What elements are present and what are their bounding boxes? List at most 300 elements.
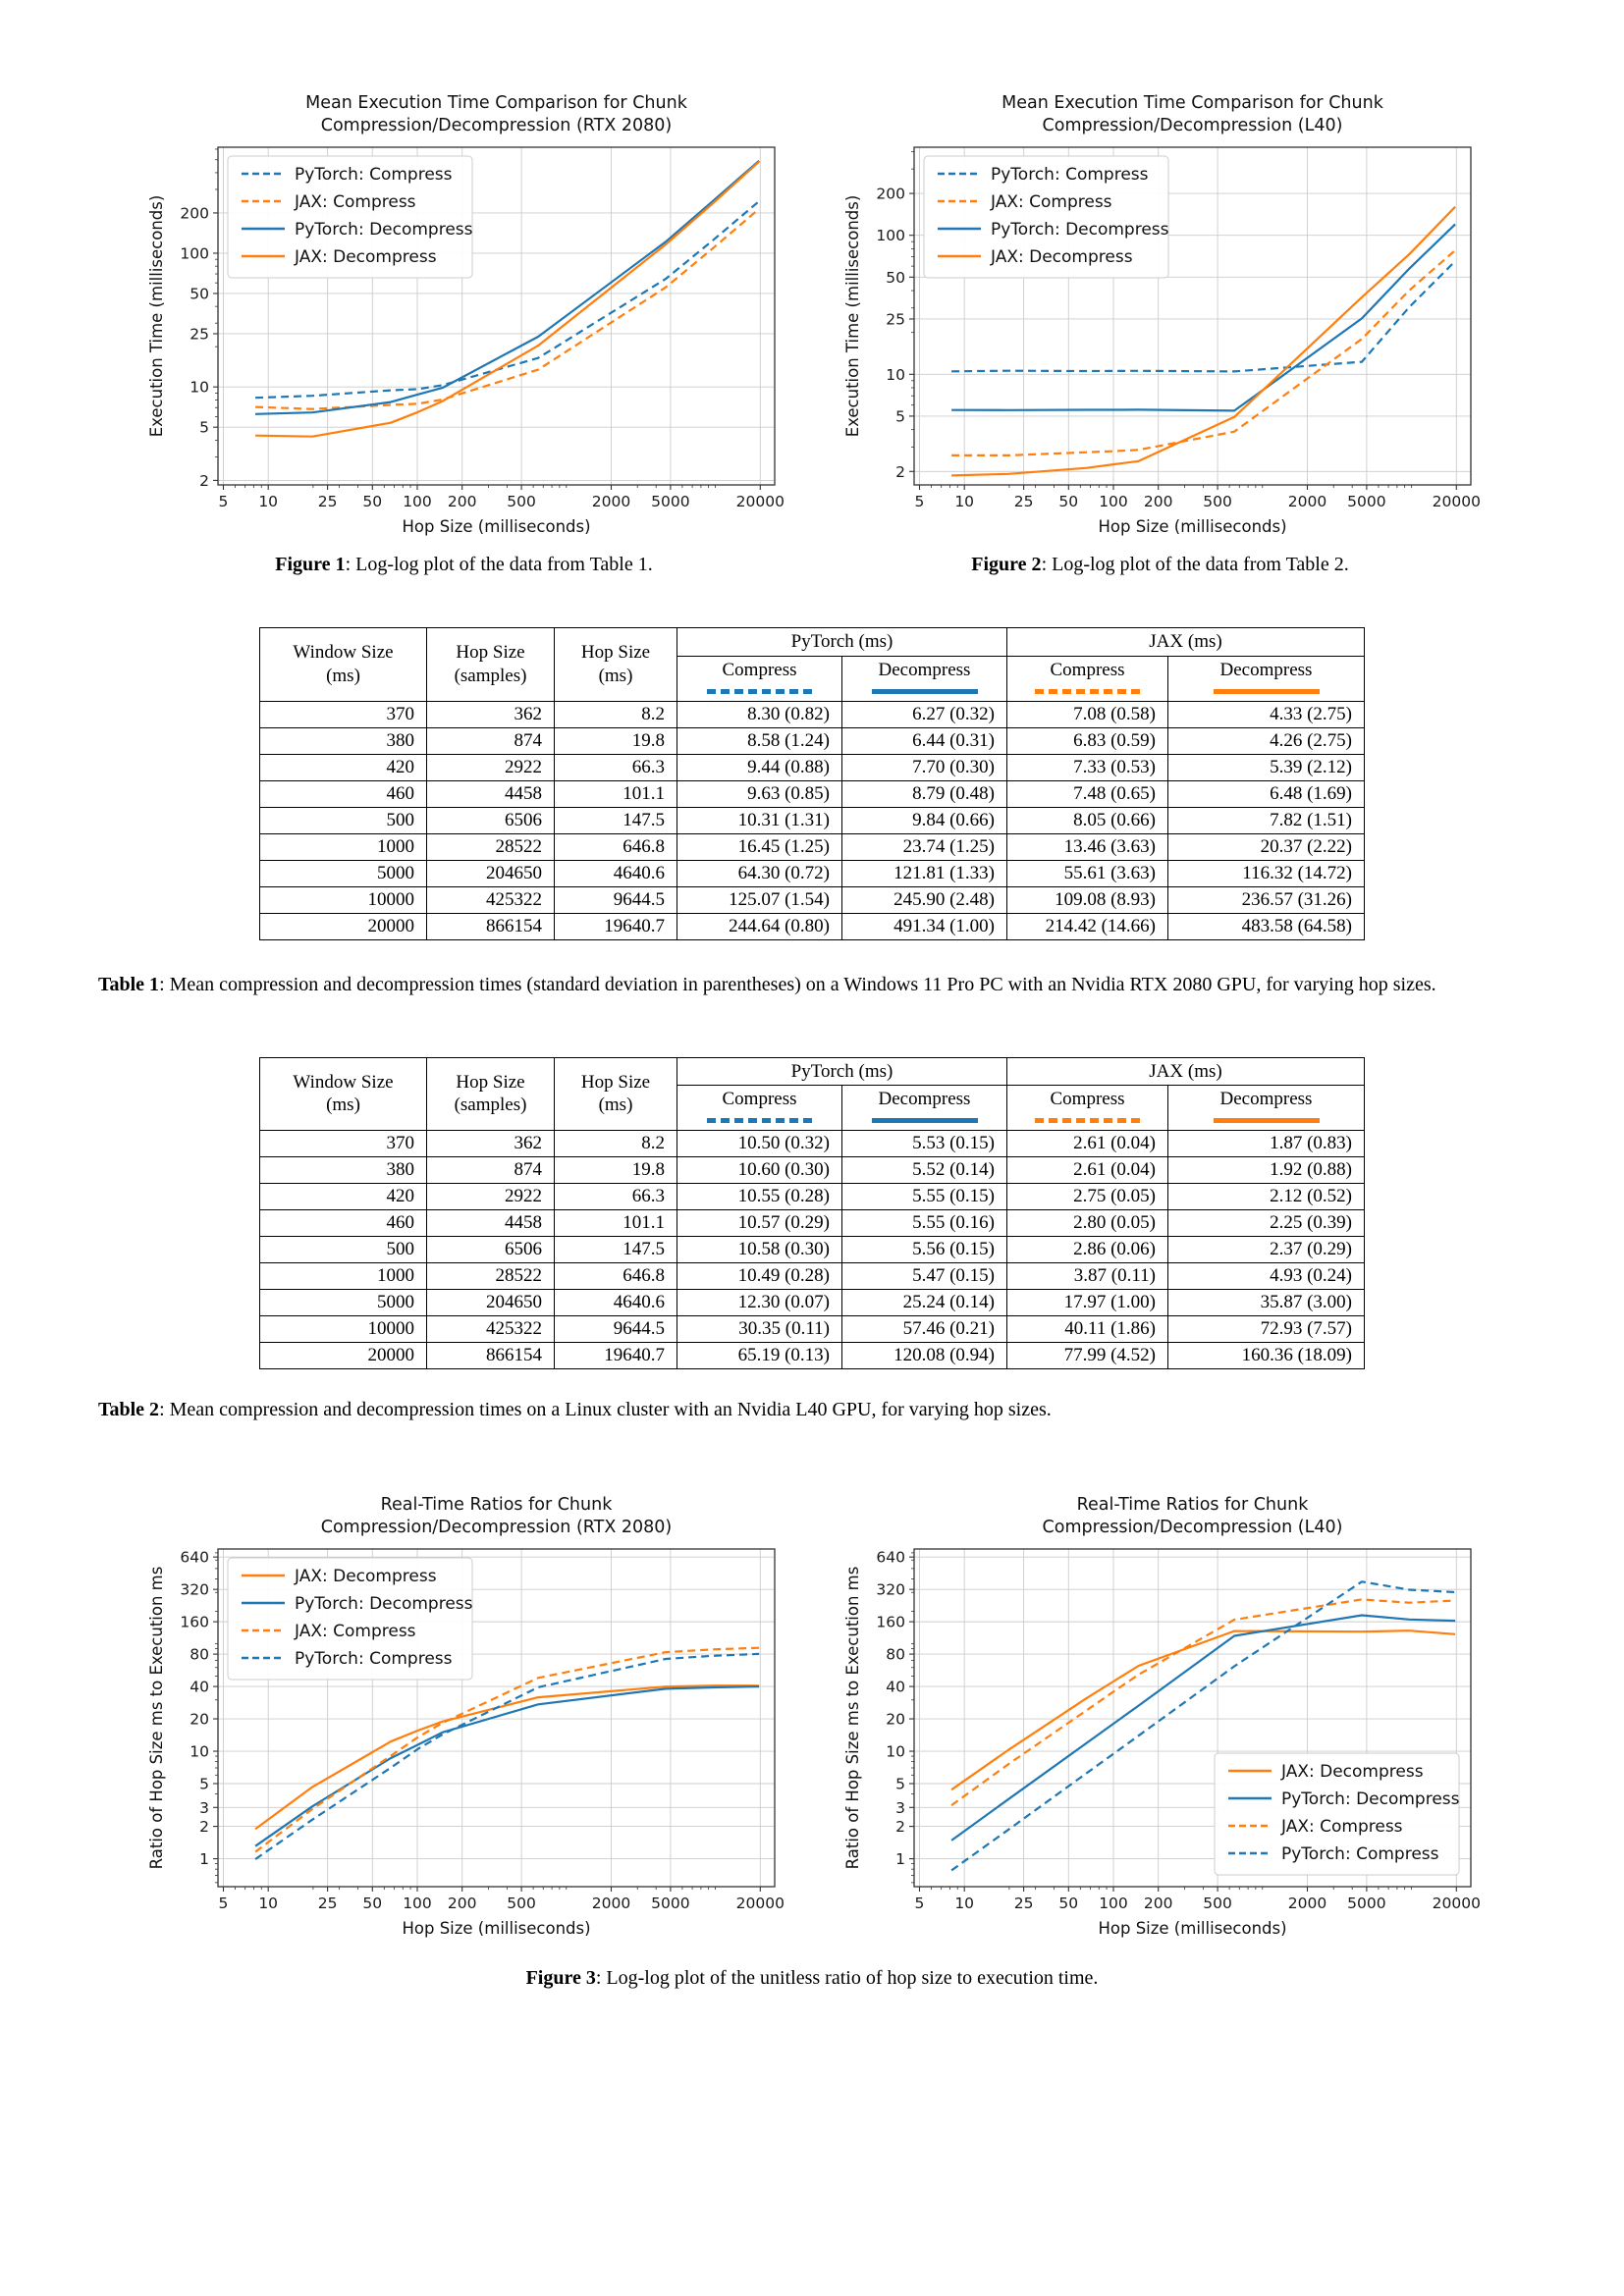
table-row [260,1131,1365,1157]
y-axis-label: Ratio of Hop Size ms to Execution ms [147,1566,166,1870]
table-cell: 6.27 (0.32) [842,701,1007,727]
y-tick-label: 40 [886,1678,905,1696]
x-tick-label: 20000 [735,493,785,510]
chart-title-line1: Mean Execution Time Comparison for Chunk [1001,93,1383,113]
table-row [260,1237,1365,1263]
table-cell: 370 [260,1131,427,1157]
table-cell: 57.46 (0.21) [842,1316,1007,1343]
y-tick-label: 5 [895,1775,905,1793]
legend-label: PyTorch: Compress [295,1649,453,1669]
table-cell: 425322 [427,1316,555,1343]
table-cell: 64.30 (0.72) [677,860,842,886]
table-cell: 66.3 [555,754,677,780]
group-header-pytorch: PyTorch (ms) [677,1057,1007,1086]
table-cell: 460 [260,1210,427,1237]
y-tick-label: 640 [876,1548,905,1567]
table-row [260,1290,1365,1316]
table-cell: 66.3 [555,1184,677,1210]
table-cell: 874 [427,1157,555,1184]
table-cell: 646.8 [555,833,677,860]
table-cell: 4458 [427,780,555,807]
y-tick-label: 10 [189,378,209,397]
table-cell: 2922 [427,754,555,780]
subheader-jax-compress: Compress [1007,1086,1168,1131]
legend-label: PyTorch: Compress [1281,1844,1439,1864]
subheader-pytorch-decompress: Decompress [842,1086,1007,1131]
figure-row-top [98,86,1526,576]
group-header-jax: JAX (ms) [1007,628,1365,657]
col-header-window-size: Window Size (ms) [260,628,427,702]
figure3-caption [98,1967,1526,1990]
table-cell: 245.90 (2.48) [842,886,1007,913]
x-tick-label: 5000 [1347,493,1386,510]
table-cell: 8.79 (0.48) [842,780,1007,807]
table-cell: 28522 [427,1263,555,1290]
table-cell: 147.5 [555,1237,677,1263]
table-cell: 17.97 (1.00) [1007,1290,1168,1316]
table-cell: 646.8 [555,1263,677,1290]
x-tick-label: 25 [1013,1895,1034,1912]
figure1-caption-text: : Log-log plot of the data from Table 1. [345,554,653,575]
table1-label: Table 1 [98,973,160,995]
table-cell: 19.8 [555,1157,677,1184]
table-cell: 9.63 (0.85) [677,780,842,807]
legend-label: JAX: Decompress [295,1567,437,1586]
figure1-label: Figure 1 [275,554,346,575]
pytorch-decompress-line-sample [872,689,978,694]
y-tick-label: 5 [895,407,905,426]
table-cell: 9644.5 [555,886,677,913]
table-cell: 7.08 (0.58) [1007,701,1168,727]
figure3-left-chart [137,1488,790,1942]
table-cell: 874 [427,727,555,754]
table-cell: 5.56 (0.15) [842,1237,1007,1263]
table-cell: 2.37 (0.29) [1168,1237,1365,1263]
table-cell: 5.47 (0.15) [842,1263,1007,1290]
table-cell: 4640.6 [555,1290,677,1316]
table-cell: 10.58 (0.30) [677,1237,842,1263]
table-cell: 109.08 (8.93) [1007,886,1168,913]
table-row [260,727,1365,754]
table-cell: 483.58 (64.58) [1168,913,1365,939]
y-tick-label: 20 [189,1710,209,1729]
table-cell: 125.07 (1.54) [677,886,842,913]
chart-title-line2: Compression/Decompression (RTX 2080) [320,1518,673,1537]
y-tick-label: 320 [180,1580,209,1599]
table-cell: 5.55 (0.16) [842,1210,1007,1237]
figure2-block [834,86,1487,576]
jax-compress-line-sample [1035,1118,1141,1123]
table1-header [260,628,1365,702]
x-tick-label: 20000 [1432,493,1481,510]
x-tick-label: 50 [1058,1895,1079,1912]
pytorch-compress-line-sample [707,689,813,694]
table-cell: 23.74 (1.25) [842,833,1007,860]
table-cell: 8.58 (1.24) [677,727,842,754]
legend-label: JAX: Decompress [991,247,1133,267]
table-cell: 8.05 (0.66) [1007,807,1168,833]
table-cell: 370 [260,701,427,727]
figure2-caption [971,554,1348,576]
col-header-hop-samples: Hop Size (samples) [427,628,555,702]
y-tick-label: 80 [886,1645,905,1664]
x-tick-label: 10 [954,1895,975,1912]
table-cell: 77.99 (4.52) [1007,1343,1168,1369]
y-tick-label: 200 [180,204,209,223]
table-cell: 1000 [260,1263,427,1290]
y-tick-label: 1 [895,1850,905,1869]
table-cell: 20.37 (2.22) [1168,833,1365,860]
x-tick-label: 10 [258,493,279,510]
table-cell: 2922 [427,1184,555,1210]
table-cell: 101.1 [555,780,677,807]
chart-title-line1: Real-Time Ratios for Chunk [1076,1495,1309,1515]
y-tick-label: 50 [189,285,209,303]
y-tick-label: 160 [876,1613,905,1631]
x-tick-label: 100 [1099,1895,1128,1912]
legend-label: JAX: Compress [991,192,1112,212]
table-cell: 40.11 (1.86) [1007,1316,1168,1343]
table-cell: 1.87 (0.83) [1168,1131,1365,1157]
x-tick-label: 20000 [1432,1895,1481,1912]
x-tick-label: 2000 [591,493,631,510]
table-cell: 214.42 (14.66) [1007,913,1168,939]
y-tick-label: 100 [876,227,905,245]
figure1-caption [275,554,652,576]
table-cell: 5000 [260,860,427,886]
table-cell: 160.36 (18.09) [1168,1343,1365,1369]
y-tick-label: 25 [189,325,209,344]
y-tick-label: 20 [886,1710,905,1729]
table-cell: 20000 [260,913,427,939]
subheader-pytorch-compress: Compress [677,1086,842,1131]
subheader-pytorch-decompress: Decompress [842,656,1007,701]
x-tick-label: 5 [914,1895,925,1912]
table-cell: 9644.5 [555,1316,677,1343]
chart-title-line2: Compression/Decompression (L40) [1042,116,1343,135]
table-cell: 9.84 (0.66) [842,807,1007,833]
table-cell: 25.24 (0.14) [842,1290,1007,1316]
table-cell: 2.12 (0.52) [1168,1184,1365,1210]
table-cell: 2.75 (0.05) [1007,1184,1168,1210]
x-tick-label: 500 [507,493,536,510]
table-cell: 10.55 (0.28) [677,1184,842,1210]
pytorch-decompress-line-sample [872,1118,978,1123]
y-tick-label: 50 [886,268,905,287]
table-cell: 7.82 (1.51) [1168,807,1365,833]
figure3-label: Figure 3 [525,1967,596,1989]
x-tick-label: 5000 [651,1895,690,1912]
table-row [260,1263,1365,1290]
col-header-hop-ms: Hop Size (ms) [555,628,677,702]
y-tick-label: 2 [199,471,209,490]
figure3-left-block [137,1488,790,1942]
table-cell: 4640.6 [555,860,677,886]
table-cell: 20000 [260,1343,427,1369]
legend-label: PyTorch: Decompress [1281,1789,1460,1809]
jax-decompress-line-sample [1214,689,1320,694]
y-axis-label: Execution Time (milliseconds) [147,194,166,438]
x-tick-label: 50 [362,493,383,510]
legend-label: PyTorch: Decompress [295,1594,473,1614]
y-tick-label: 200 [876,185,905,203]
chart-title-line2: Compression/Decompression (L40) [1042,1518,1343,1537]
x-tick-label: 2000 [1287,1895,1327,1912]
table-cell: 8.2 [555,1131,677,1157]
table-cell: 19.8 [555,727,677,754]
table-cell: 8.30 (0.82) [677,701,842,727]
table-cell: 72.93 (7.57) [1168,1316,1365,1343]
figure3-right-chart [834,1488,1487,1942]
x-tick-label: 25 [317,1895,338,1912]
x-tick-label: 500 [1203,493,1232,510]
table-cell: 10.49 (0.28) [677,1263,842,1290]
jax-compress-line-sample [1035,689,1141,694]
table-cell: 500 [260,807,427,833]
y-tick-label: 160 [180,1613,209,1631]
table-cell: 362 [427,1131,555,1157]
y-tick-label: 3 [199,1798,209,1817]
y-tick-label: 10 [886,1742,905,1761]
x-tick-label: 5 [218,1895,229,1912]
table2-caption [98,1395,1526,1425]
series-line [255,1654,759,1859]
figure2-chart [834,86,1487,540]
table-row [260,913,1365,939]
table-row [260,1157,1365,1184]
jax-decompress-line-sample [1214,1118,1320,1123]
table-cell: 425322 [427,886,555,913]
table-cell: 6.48 (1.69) [1168,780,1365,807]
x-tick-label: 50 [362,1895,383,1912]
table-cell: 362 [427,701,555,727]
legend-label: PyTorch: Decompress [991,220,1169,240]
x-tick-label: 25 [317,493,338,510]
table-cell: 7.48 (0.65) [1007,780,1168,807]
table-cell: 10.57 (0.29) [677,1210,842,1237]
table-cell: 2.86 (0.06) [1007,1237,1168,1263]
table-cell: 7.70 (0.30) [842,754,1007,780]
table-cell: 12.30 (0.07) [677,1290,842,1316]
table1-body [260,701,1365,939]
y-tick-label: 40 [189,1678,209,1696]
table-cell: 380 [260,1157,427,1184]
table-row [260,1316,1365,1343]
pytorch-compress-line-sample [707,1118,813,1123]
table-cell: 500 [260,1237,427,1263]
legend-label: PyTorch: Compress [295,165,453,185]
x-tick-label: 50 [1058,493,1079,510]
legend-label: JAX: Compress [295,192,416,212]
figure1-chart [137,86,790,540]
table-cell: 204650 [427,860,555,886]
x-tick-label: 200 [1143,493,1173,510]
table-cell: 116.32 (14.72) [1168,860,1365,886]
table-cell: 10.31 (1.31) [677,807,842,833]
table-cell: 35.87 (3.00) [1168,1290,1365,1316]
table-cell: 5.53 (0.15) [842,1131,1007,1157]
table-cell: 6506 [427,807,555,833]
y-tick-label: 10 [189,1742,209,1761]
table-cell: 6.83 (0.59) [1007,727,1168,754]
y-axis-label: Execution Time (milliseconds) [843,194,862,438]
col-header-window-size: Window Size (ms) [260,1057,427,1131]
table2-header [260,1057,1365,1131]
table2 [259,1057,1365,1370]
x-tick-label: 100 [403,493,432,510]
figure3-right-block [834,1488,1487,1942]
figure2-caption-text: : Log-log plot of the data from Table 2. [1041,554,1349,575]
x-tick-label: 5000 [1347,1895,1386,1912]
y-tick-label: 5 [199,418,209,437]
x-tick-label: 10 [954,493,975,510]
figure1-block [137,86,790,576]
legend-label: JAX: Compress [1281,1817,1403,1837]
table-row [260,1210,1365,1237]
y-tick-label: 80 [189,1645,209,1664]
table-cell: 4.93 (0.24) [1168,1263,1365,1290]
table-cell: 10000 [260,886,427,913]
y-tick-label: 2 [199,1818,209,1837]
table-cell: 1.92 (0.88) [1168,1157,1365,1184]
table-cell: 10000 [260,1316,427,1343]
legend-label: PyTorch: Decompress [295,220,473,240]
table-cell: 2.80 (0.05) [1007,1210,1168,1237]
table-cell: 4.26 (2.75) [1168,727,1365,754]
group-header-pytorch: PyTorch (ms) [677,628,1007,657]
table-row [260,833,1365,860]
legend-label: JAX: Decompress [1281,1762,1424,1782]
table-cell: 6.44 (0.31) [842,727,1007,754]
table-row [260,780,1365,807]
y-tick-label: 2 [895,462,905,481]
table-cell: 19640.7 [555,1343,677,1369]
table-cell: 121.81 (1.33) [842,860,1007,886]
table-cell: 9.44 (0.88) [677,754,842,780]
y-tick-label: 10 [886,365,905,384]
table-cell: 2.25 (0.39) [1168,1210,1365,1237]
table-cell: 3.87 (0.11) [1007,1263,1168,1290]
y-tick-label: 320 [876,1580,905,1599]
x-tick-label: 20000 [735,1895,785,1912]
table-cell: 65.19 (0.13) [677,1343,842,1369]
y-tick-label: 100 [180,244,209,263]
x-tick-label: 500 [1203,1895,1232,1912]
table-cell: 10.60 (0.30) [677,1157,842,1184]
table-cell: 491.34 (1.00) [842,913,1007,939]
y-tick-label: 5 [199,1775,209,1793]
figure-row-bottom [98,1488,1526,1942]
table-cell: 5.52 (0.14) [842,1157,1007,1184]
x-axis-label: Hop Size (milliseconds) [1098,1919,1287,1938]
x-tick-label: 2000 [1287,493,1327,510]
x-tick-label: 5 [914,493,925,510]
subheader-jax-decompress: Decompress [1168,1086,1365,1131]
col-header-hop-samples: Hop Size (samples) [427,1057,555,1131]
legend-label: JAX: Compress [295,1622,416,1641]
table-cell: 236.57 (31.26) [1168,886,1365,913]
x-axis-label: Hop Size (milliseconds) [1098,517,1287,536]
table-row [260,701,1365,727]
chart-title-line1: Real-Time Ratios for Chunk [380,1495,613,1515]
figure2-label: Figure 2 [971,554,1042,575]
x-tick-label: 5 [218,493,229,510]
table2-body [260,1131,1365,1369]
table-cell: 28522 [427,833,555,860]
y-tick-label: 2 [895,1818,905,1837]
x-tick-label: 200 [1143,1895,1173,1912]
table-cell: 420 [260,1184,427,1210]
table-cell: 19640.7 [555,913,677,939]
table-cell: 8.2 [555,701,677,727]
y-tick-label: 640 [180,1548,209,1567]
y-axis-label: Ratio of Hop Size ms to Execution ms [843,1566,862,1870]
y-tick-label: 1 [199,1850,209,1869]
table-cell: 6506 [427,1237,555,1263]
y-tick-label: 3 [895,1798,905,1817]
x-tick-label: 25 [1013,493,1034,510]
table-row [260,754,1365,780]
table1 [259,627,1365,940]
table-cell: 147.5 [555,807,677,833]
table-cell: 420 [260,754,427,780]
x-tick-label: 2000 [591,1895,631,1912]
table2-label: Table 2 [98,1399,160,1420]
table-cell: 380 [260,727,427,754]
table-cell: 55.61 (3.63) [1007,860,1168,886]
col-header-hop-ms: Hop Size (ms) [555,1057,677,1131]
table-cell: 5.55 (0.15) [842,1184,1007,1210]
table-cell: 120.08 (0.94) [842,1343,1007,1369]
table-cell: 7.33 (0.53) [1007,754,1168,780]
table-cell: 10.50 (0.32) [677,1131,842,1157]
table2-caption-text: : Mean compression and decompression times on a Linux cluster with an Nvidia L40 GPU, for varying hop sizes. [159,1399,1052,1420]
table-cell: 1000 [260,833,427,860]
table-cell: 2.61 (0.04) [1007,1157,1168,1184]
table-cell: 5.39 (2.12) [1168,754,1365,780]
x-tick-label: 100 [1099,493,1128,510]
subheader-pytorch-compress: Compress [677,656,842,701]
x-tick-label: 100 [403,1895,432,1912]
x-tick-label: 200 [447,493,477,510]
table-cell: 4.33 (2.75) [1168,701,1365,727]
table-cell: 16.45 (1.25) [677,833,842,860]
x-tick-label: 10 [258,1895,279,1912]
table-cell: 460 [260,780,427,807]
table-cell: 2.61 (0.04) [1007,1131,1168,1157]
chart-title-line1: Mean Execution Time Comparison for Chunk [305,93,687,113]
x-tick-label: 5000 [651,493,690,510]
x-tick-label: 200 [447,1895,477,1912]
x-axis-label: Hop Size (milliseconds) [402,517,591,536]
table-cell: 5000 [260,1290,427,1316]
series-line [255,1686,759,1846]
table-cell: 244.64 (0.80) [677,913,842,939]
subheader-jax-compress: Compress [1007,656,1168,701]
table-row [260,1343,1365,1369]
table-row [260,860,1365,886]
table-row [260,1184,1365,1210]
subheader-jax-decompress: Decompress [1168,656,1365,701]
figure3-caption-text: : Log-log plot of the unitless ratio of hop size to execution time. [595,1967,1099,1989]
legend-label: JAX: Decompress [295,247,437,267]
group-header-jax: JAX (ms) [1007,1057,1365,1086]
table-cell: 866154 [427,1343,555,1369]
table-cell: 30.35 (0.11) [677,1316,842,1343]
table-cell: 4458 [427,1210,555,1237]
x-tick-label: 500 [507,1895,536,1912]
x-axis-label: Hop Size (milliseconds) [402,1919,591,1938]
